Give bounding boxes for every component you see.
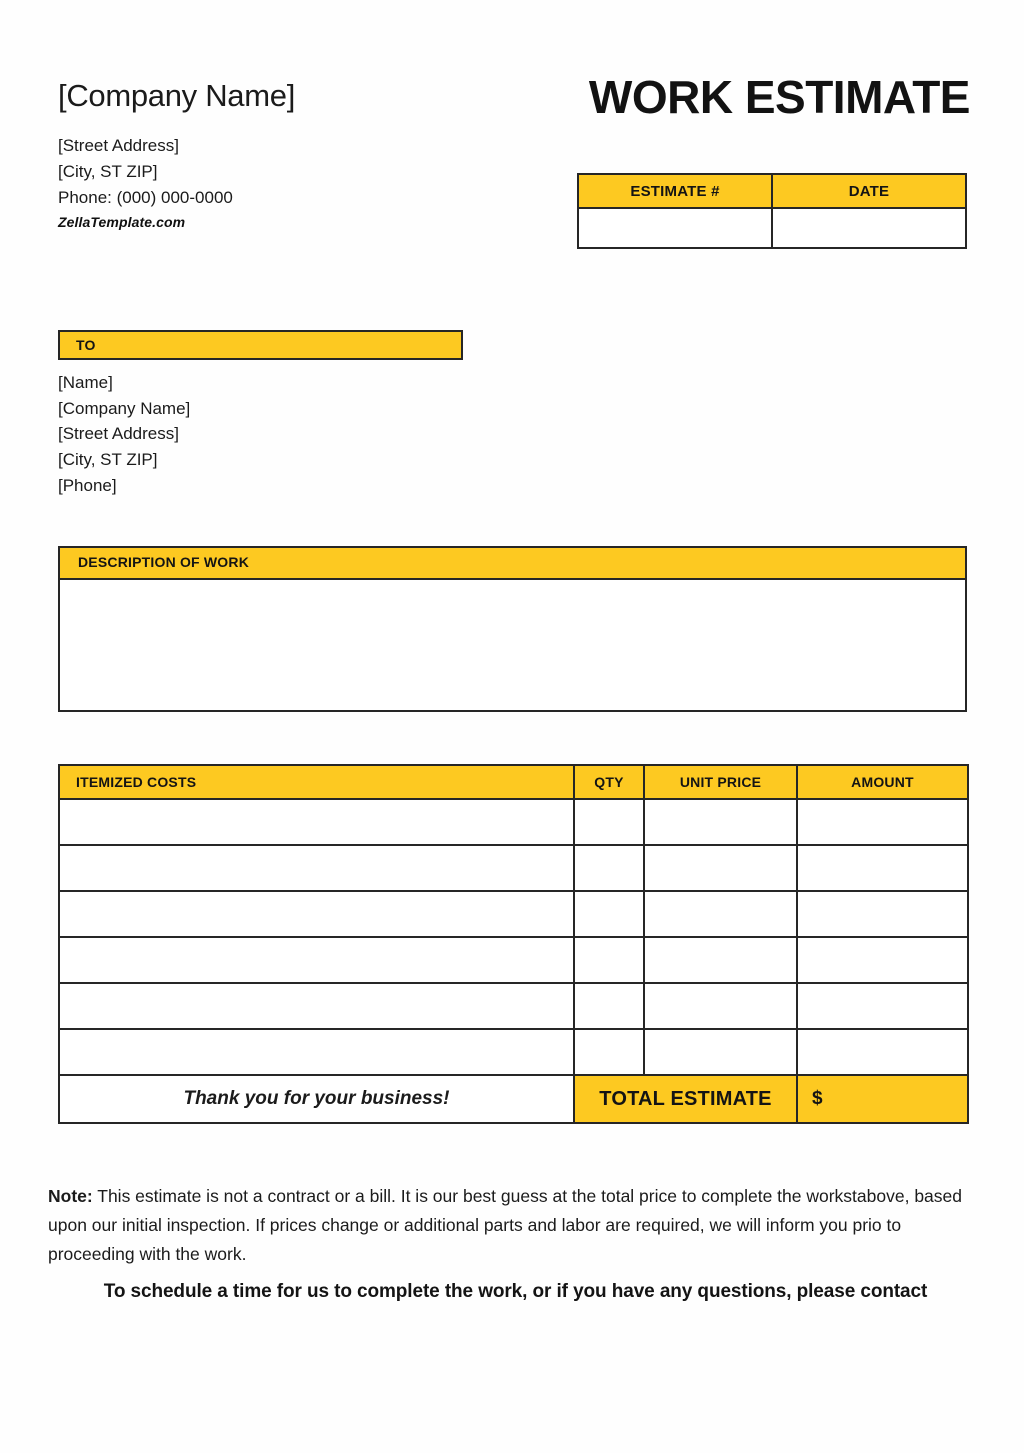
description-of-work-header xyxy=(60,548,965,580)
description-of-work-box xyxy=(58,546,967,712)
cell-amount[interactable] xyxy=(797,845,968,891)
table-row xyxy=(59,983,968,1029)
cell-item[interactable] xyxy=(59,799,574,845)
company-name: [Company Name] xyxy=(58,78,296,113)
estimate-date-field[interactable] xyxy=(772,208,966,248)
recipient-section-label: TO xyxy=(76,337,96,353)
description-of-work-label: DESCRIPTION OF WORK xyxy=(78,554,250,570)
recipient-section-header xyxy=(58,330,463,360)
description-of-work-input[interactable] xyxy=(60,580,965,710)
brand-watermark-link[interactable]: ZellaTemplate.com xyxy=(58,214,186,230)
cell-amount[interactable] xyxy=(797,983,968,1029)
estimate-date-header: DATE xyxy=(772,174,966,208)
contact-instruction-line: To schedule a time for us to complete the work, or if you have any questions, please contact xyxy=(103,1281,928,1302)
cell-item[interactable] xyxy=(59,1029,574,1075)
cell-unit-price[interactable] xyxy=(644,799,797,845)
table-row xyxy=(59,845,968,891)
cell-qty[interactable] xyxy=(574,937,644,983)
cell-amount[interactable] xyxy=(797,891,968,937)
column-header-amount: AMOUNT xyxy=(797,765,968,799)
total-estimate-label: TOTAL ESTIMATE xyxy=(574,1075,797,1123)
cell-item[interactable] xyxy=(59,937,574,983)
estimate-number-header: ESTIMATE # xyxy=(578,174,772,208)
column-header-itemized-costs: ITEMIZED COSTS xyxy=(59,765,574,799)
estimate-meta-header-row xyxy=(578,174,966,208)
table-row xyxy=(59,1029,968,1075)
total-estimate-value[interactable]: $ xyxy=(797,1075,968,1123)
recipient-name[interactable]: [Name] xyxy=(58,373,113,392)
cell-unit-price[interactable] xyxy=(644,983,797,1029)
disclaimer-note-label: Note: xyxy=(48,1186,93,1206)
cell-qty[interactable] xyxy=(574,983,644,1029)
cell-qty[interactable] xyxy=(574,1029,644,1075)
disclaimer-note-body: This estimate is not a contract or a bill. It is our best guess at the total price to complete the workstabove, based upon our initial inspection. If prices change or additional parts and labor are required, we will inform you prio to proceeding with the work. xyxy=(48,1186,963,1264)
cell-item[interactable] xyxy=(59,891,574,937)
cell-unit-price[interactable] xyxy=(644,937,797,983)
total-estimate-row xyxy=(59,1075,968,1123)
cell-qty[interactable] xyxy=(574,845,644,891)
cell-amount[interactable] xyxy=(797,937,968,983)
itemized-costs-table xyxy=(58,764,969,1124)
cell-qty[interactable] xyxy=(574,799,644,845)
cell-unit-price[interactable] xyxy=(644,1029,797,1075)
table-row xyxy=(59,799,968,845)
cell-item[interactable] xyxy=(59,845,574,891)
recipient-details-block xyxy=(58,370,190,499)
cell-item[interactable] xyxy=(59,983,574,1029)
column-header-qty: QTY xyxy=(574,765,644,799)
estimate-number-field[interactable] xyxy=(578,208,772,248)
company-address-block xyxy=(58,133,233,211)
thank-you-message: Thank you for your business! xyxy=(59,1075,574,1123)
cell-amount[interactable] xyxy=(797,799,968,845)
recipient-city-state-zip[interactable]: [City, ST ZIP] xyxy=(58,450,158,470)
company-phone: Phone: (000) 000-0000 xyxy=(58,188,233,207)
disclaimer-note xyxy=(48,1182,978,1269)
company-city-state-zip: [City, ST ZIP] xyxy=(58,162,158,181)
company-street-address: [Street Address] xyxy=(58,136,179,155)
estimate-meta-value-row xyxy=(578,208,966,248)
page-title: WORK ESTIMATE xyxy=(588,71,970,123)
table-row xyxy=(59,937,968,983)
cell-unit-price[interactable] xyxy=(644,845,797,891)
cell-unit-price[interactable] xyxy=(644,891,797,937)
cell-qty[interactable] xyxy=(574,891,644,937)
recipient-street-address[interactable]: [Street Address] xyxy=(58,424,179,444)
estimate-meta-table xyxy=(577,173,967,249)
column-header-unit-price: UNIT PRICE xyxy=(644,765,797,799)
itemized-costs-header-row xyxy=(59,765,968,799)
table-row xyxy=(59,891,968,937)
recipient-phone[interactable]: [Phone] xyxy=(58,475,117,495)
recipient-company[interactable]: [Company Name] xyxy=(58,398,191,418)
cell-amount[interactable] xyxy=(797,1029,968,1075)
